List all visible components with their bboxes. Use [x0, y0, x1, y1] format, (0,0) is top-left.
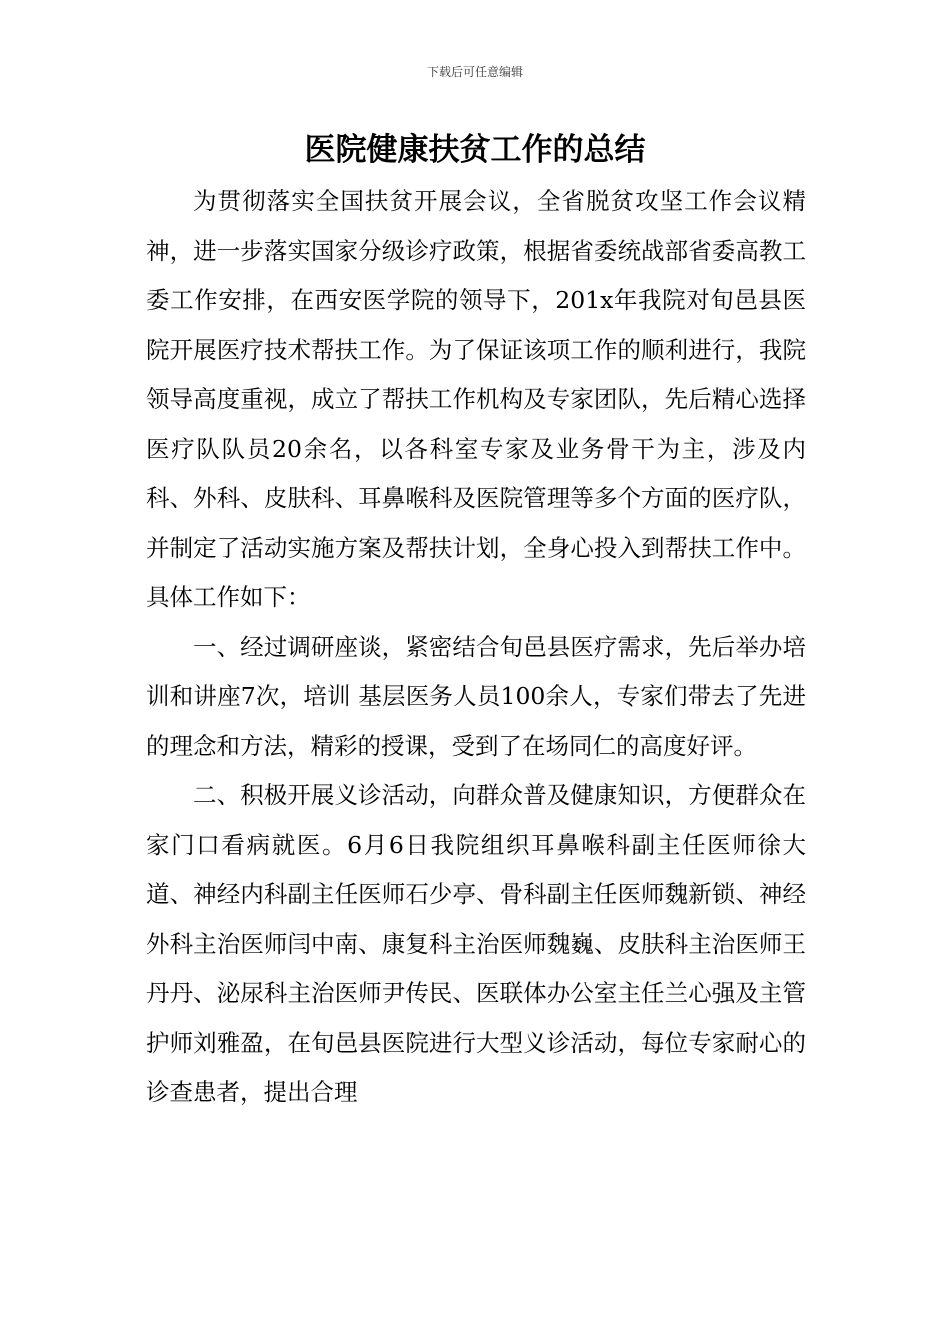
paragraph-section-2: 二、积极开展义诊活动，向群众普及健康知识，方便群众在家门口看病就医。6月6日我院组织耳鼻喉科副主任医师徐大道、神经内科副主任医师石少亭、骨科副主任医师魏新锁、神经外科主治医师闫中南、康复科主治医师魏巍、皮肤科主治医师王丹丹、泌尿科主治医师尹传民、医联体办公室主任兰心强及主管护师刘雅盈，在旬邑县医院进行大型义诊活动，每位专家耐心的诊查患者，提出合理 — [146, 781, 806, 1106]
document-title: 医院健康扶贫工作的总结 — [304, 132, 646, 168]
header-note: 下载后可任意编辑 — [426, 65, 523, 79]
paragraph-intro: 为贯彻落实全国扶贫开展会议，全省脱贫攻坚工作会议精神，进一步落实国家分级诊疗政策，根据省委统战部省委高教工委工作安排，在西安医学院的领导下，201x年我院对旬邑县医院开展医疗技术帮扶工作。为了保证该项工作的顺利进行，我院领导高度重视，成立了帮扶工作机构及专家团队，先后精心选择医疗队队员20余名，以各科室专家及业务骨干为主，涉及内科、外科、皮肤科、耳鼻喉科及医院管理等多个方面的医疗队，并制定了活动实施方案及帮扶计划，全身心投入到帮扶工作中。具体工作如下： — [146, 187, 806, 611]
document-body — [146, 177, 806, 1118]
paragraph-section-1: 一、经过调研座谈，紧密结合旬邑县医疗需求，先后举办培训和讲座7次，培训 基层医务人员100余人，专家们带去了先进的理念和方法，精彩的授课，受到了在场同仁的高度好评。 — [146, 632, 806, 760]
